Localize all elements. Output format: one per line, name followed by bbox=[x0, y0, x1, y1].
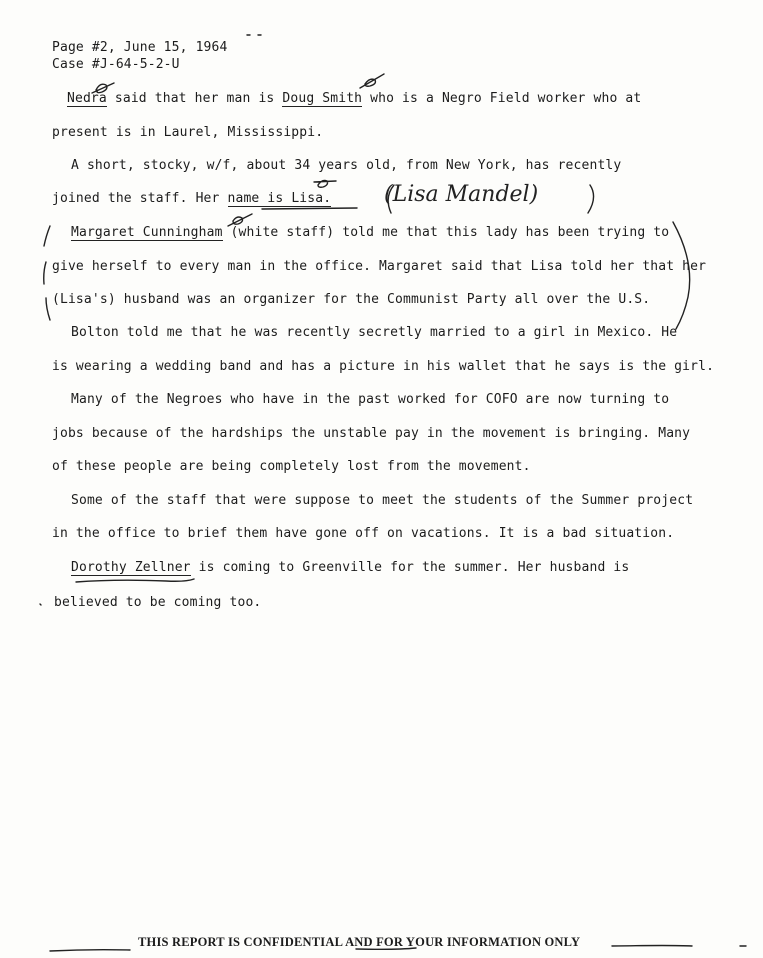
ink-left-footer bbox=[50, 950, 130, 951]
page-date-line: Page #2, June 15, 1964 bbox=[52, 40, 228, 55]
paragraph-3-line-3: (Lisa's) husband was an organizer for the Communist Party all over the U.S. bbox=[52, 292, 651, 307]
paragraph-7-line-2: believed to be coming too. bbox=[54, 595, 262, 610]
name-dorothy-zellner: Dorothy Zellner bbox=[71, 560, 191, 575]
name-nedra: Nedra bbox=[67, 91, 107, 106]
paragraph-1-text-a: said that her man is bbox=[106, 91, 283, 106]
paragraph-7-text: is coming to Greenville for the summer. Her husband is bbox=[190, 560, 630, 575]
paragraph-6-line-2: in the office to brief them have gone off on vacations. It is a bad situation. bbox=[52, 526, 675, 541]
name-doug-smith: Doug Smith bbox=[282, 91, 363, 106]
confidential-footer: THIS REPORT IS CONFIDENTIAL AND FOR YOUR INFORMATION ONLY bbox=[138, 935, 581, 949]
ink-footer-dash bbox=[612, 946, 746, 947]
paragraph-3-text: (white staff) told me that this lady has been trying to bbox=[222, 225, 670, 240]
paragraph-2-line-2 bbox=[52, 191, 331, 206]
paragraph-4-line-1: Bolton told me that he was recently secretly married to a girl in Mexico. He bbox=[71, 325, 678, 340]
paragraph-7-line-1 bbox=[71, 560, 629, 575]
paragraph-3-line-1 bbox=[71, 225, 669, 240]
paragraph-1-text-b: who is a Negro Field worker who at bbox=[362, 91, 642, 106]
paragraph-1-line-2: present is in Laurel, Mississippi. bbox=[52, 125, 324, 140]
case-number-line: Case #J-64-5-2-U bbox=[52, 57, 180, 72]
paragraph-4-line-2: is wearing a wedding band and has a picture in his wallet that he says is the girl. bbox=[52, 359, 715, 374]
ink-right-parenthesis bbox=[673, 222, 690, 329]
paragraph-2-line-1: A short, stocky, w/f, about 34 years old, from New York, has recently bbox=[71, 158, 622, 173]
paragraph-6-line-1: Some of the staff that were suppose to meet the students of the Summer project bbox=[71, 493, 694, 508]
ink-mark-lisa bbox=[314, 181, 336, 188]
paragraph-1-line-1 bbox=[67, 91, 641, 106]
handwritten-name-annotation: (Lisa Mandel) bbox=[384, 182, 539, 207]
name-lisa: name is Lisa. bbox=[227, 191, 332, 206]
name-margaret-cunningham: Margaret Cunningham bbox=[71, 225, 223, 240]
ink-underline-lisa bbox=[262, 208, 357, 209]
ink-dot-left bbox=[40, 604, 41, 605]
paragraph-3-line-2: give herself to every man in the office. Margaret said that Lisa told her that her bbox=[52, 259, 707, 274]
paragraph-5-line-3: of these people are being completely lost from the movement. bbox=[52, 459, 531, 474]
ink-underline-dorothy bbox=[76, 579, 194, 582]
paragraph-2-text: joined the staff. Her bbox=[52, 191, 228, 206]
paragraph-5-line-2: jobs because of the hardships the unstable pay in the movement is bringing. Many bbox=[52, 426, 691, 441]
paragraph-5-line-1: Many of the Negroes who have in the past worked for COFO are now turning to bbox=[71, 392, 670, 407]
ink-left-bracket bbox=[44, 226, 50, 320]
ink-mark-doug-smith bbox=[360, 74, 384, 88]
